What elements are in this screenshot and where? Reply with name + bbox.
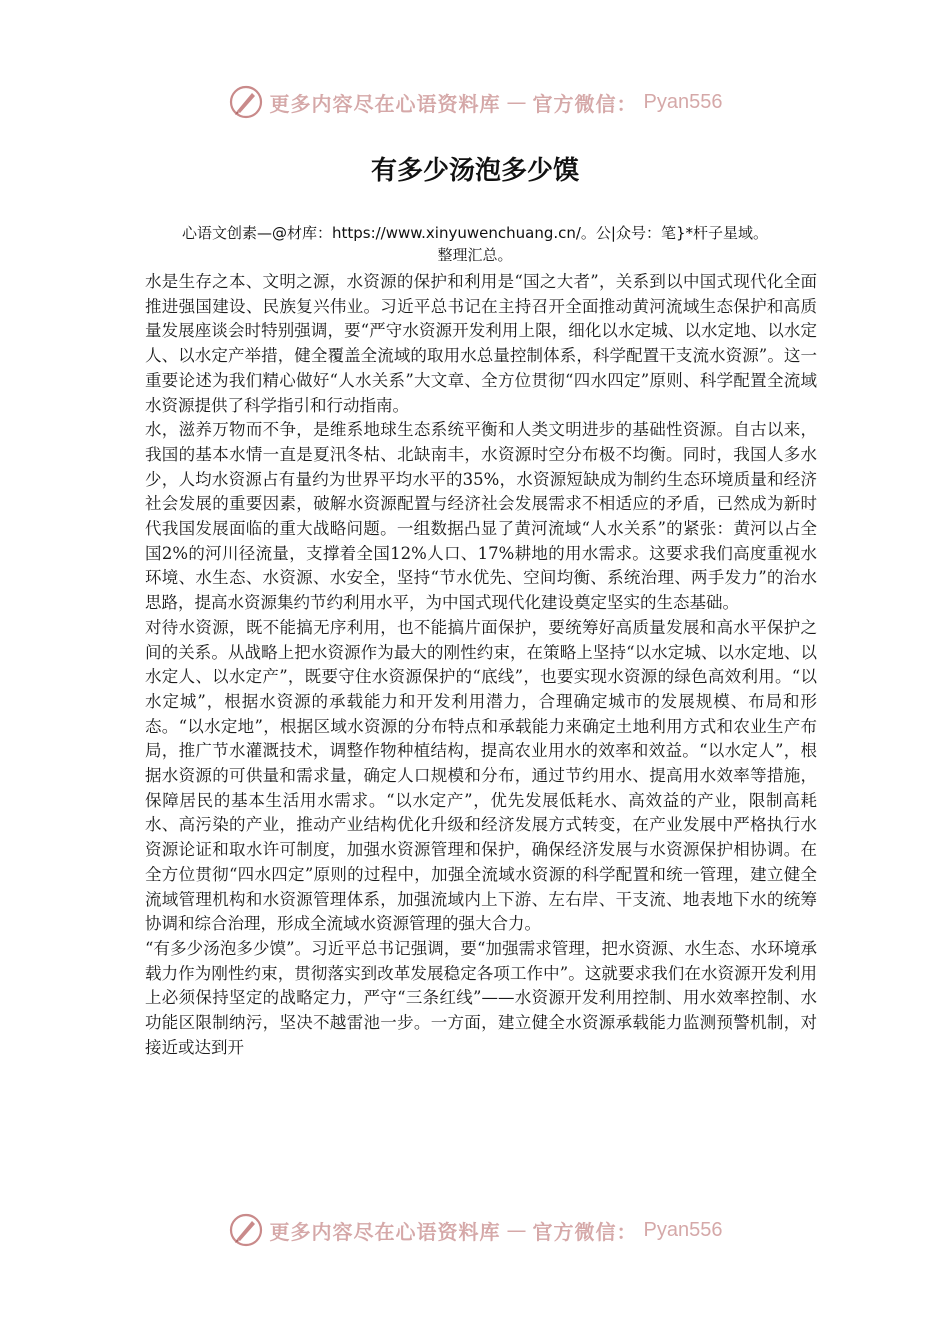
- source-attribution: [140, 222, 810, 266]
- banner-separator: —: [506, 90, 527, 114]
- banner-wechat-id: Pyan556: [643, 1218, 723, 1241]
- body-paragraph: 水，滋养万物而不争，是维系地球生态系统平衡和人类文明进步的基础性资源。自古以来，我国的基本水情一直是夏汛冬枯、北缺南丰，水资源时空分布极不均衡。同时，我国人多水少，人均水资源占有量约为世界平均水平的35%，水资源短缺成为制约生态环境质量和经济社会发展的重要因素，破解水资源配置与经济社会发展需求不相适应的矛盾，已然成为新时代我国发展面临的重大战略问题。一组数据凸显了黄河流域“人水关系”的紧张：黄河以占全国2%的河川径流量，支撑着全国12%人口、17%耕地的用水需求。这要求我们高度重视水环境、水生态、水资源、水安全，坚持“节水优先、空间均衡、系统治理、两手发力”的治水思路，提高水资源集约节约利用水平，为中国式现代化建设奠定坚实的生态基础。: [145, 420, 817, 613]
- body-paragraph: 对待水资源，既不能搞无序利用，也不能搞片面保护，要统筹好高质量发展和高水平保护之间的关系。从战略上把水资源作为最大的刚性约束，在策略上坚持“以水定城、以水定地、以水定人、以水定产”，既要守住水资源保护的“底线”，也要实现水资源的绿色高效利用。“以水定城”，根据水资源的承载能力和开发利用潜力，合理确定城市的发展规模、布局和形态。“以水定地”，根据区域水资源的分布特点和承载能力来确定土地利用方式和农业生产布局，推广节水灌溉技术，调整作物种植结构，提高农业用水的效率和效益。“以水定人”，根据水资源的可供量和需求量，确定人口规模和分布，通过节约用水、提高用水效率等措施，保障居民的基本生活用水需求。“以水定产”，优先发展低耗水、高效益的产业，限制高耗水、高污染的产业，推动产业结构优化升级和经济发展方式转变，在产业发展中严格执行水资源论证和取水许可制度，加强水资源管理和保护，确保经济发展与水资源保护相协调。在全方位贯彻“四水四定”原则的过程中，加强全流域水资源的科学配置和统一管理，建立健全流域管理机构和水资源管理体系，加强流域内上下游、左右岸、干支流、地表地下水的统筹协调和综合治理，形成全流域水资源管理的强大合力。: [145, 617, 817, 934]
- banner-separator: —: [506, 1218, 527, 1242]
- source-line-2: 整理汇总。: [437, 246, 513, 264]
- header-watermark-banner: [0, 80, 950, 124]
- body-paragraph: “有多少汤泡多少馍”。习近平总书记强调，要“加强需求管理，把水资源、水生态、水环境承载力作为刚性约束，贯彻落实到改革发展稳定各项工作中”。这就要求我们在水资源开发利用上必须保持坚定的战略定力，严守“三条红线”——水资源开发利用控制、用水效率控制、水功能区限制纳污，坚决不越雷池一步。一方面，建立健全水资源承载能力监测预警机制，对接近或达到开: [145, 938, 817, 1057]
- body-paragraph: 水是生存之本、文明之源，水资源的保护和利用是“国之大者”，关系到以中国式现代化全面推进强国建设、民族复兴伟业。习近平总书记在主持召开全面推动黄河流域生态保护和高质量发展座谈会时特别强调，要“严守水资源开发利用上限，细化以水定城、以水定地、以水定人、以水定产举措，健全覆盖全流域的取用水总量控制体系，科学配置干支流水资源”。这一重要论述为我们精心做好“人水关系”大文章、全方位贯彻“四水四定”原则、科学配置全流域水资源提供了科学指引和行动指南。: [145, 272, 817, 415]
- footer-watermark-banner: [0, 1208, 950, 1252]
- document-body: [145, 270, 817, 1195]
- banner-text: 更多内容尽在心语资料库: [269, 91, 501, 116]
- document-title: 有多少汤泡多少馍: [370, 156, 579, 186]
- source-line-1: 心语文创素—@材库：https://www.xinyuwenchuang.cn/。公|众号：笔}*杆子星域。: [181, 224, 769, 242]
- quill-pen-icon: [228, 1212, 264, 1248]
- quill-pen-icon: [228, 84, 264, 120]
- banner-wechat-label: 官方微信：: [532, 1219, 638, 1244]
- banner-wechat-label: 官方微信：: [532, 91, 638, 116]
- banner-wechat-id: Pyan556: [643, 90, 723, 113]
- banner-text: 更多内容尽在心语资料库: [269, 1219, 501, 1244]
